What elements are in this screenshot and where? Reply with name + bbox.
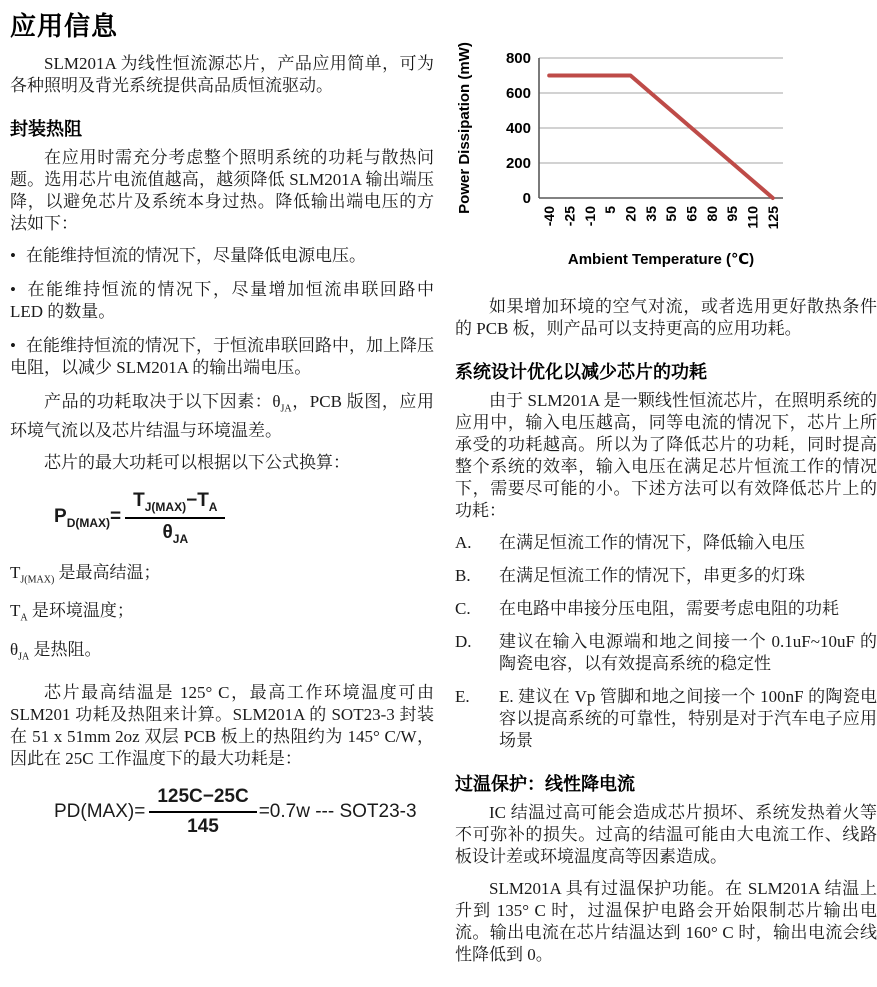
power-chart-svg xyxy=(455,36,795,272)
heading-system-optimization: 系统设计优化以减少芯片的功耗 xyxy=(455,362,707,382)
thermal-paragraph: 在应用时需充分考虑整个照明系统的功耗与散热问题。选用芯片电流值越高，越须降低 SLM201A 输出端压降，以避免芯片及系统本身过热。降低输出端电压的方法如下： xyxy=(10,148,434,233)
list-item xyxy=(455,565,877,587)
bullet-dot-icon: • xyxy=(10,280,16,299)
left-column xyxy=(10,0,434,854)
formula2-result: =0.7w --- SOT23-3 xyxy=(258,801,417,823)
y-axis-title: Power Dissipation (mW) xyxy=(456,42,473,214)
x-tick-label: 80 xyxy=(703,206,720,222)
formula-intro-paragraph: 芯片的最大功耗可以根据以下公式换算： xyxy=(44,453,350,473)
bullet-dot-icon: • xyxy=(10,246,16,265)
x-tick-label: 95 xyxy=(724,206,741,222)
num-t1-sub: J(MAX) xyxy=(144,500,187,515)
factors-text-post: ，PCB 版图，应用环境气流以及芯片结温与环境温差。 xyxy=(10,392,434,441)
list-item-label: D. xyxy=(455,632,472,651)
def-text: 是热阻。 xyxy=(29,639,102,659)
def-symbol-sub: A xyxy=(20,612,28,624)
bullet-text: 在能维持恒流的情况下，尽量增加恒流串联回路中 LED 的数量。 xyxy=(10,280,434,321)
bullet-item xyxy=(10,279,434,323)
list-item xyxy=(455,598,877,620)
formula-numerator xyxy=(125,490,225,519)
power-dissipation-line xyxy=(549,76,773,199)
list-item-label: A. xyxy=(455,533,472,552)
formula2-numerator: 125C−25C xyxy=(149,786,256,813)
list-item-label: E. xyxy=(455,687,470,706)
right-column xyxy=(455,28,877,976)
x-tick-label: 5 xyxy=(602,206,619,214)
heading-over-temperature-protection: 过温保护：线性降电流 xyxy=(455,774,635,794)
x-tick-label: -40 xyxy=(541,206,558,227)
y-tick-label: 400 xyxy=(505,120,531,137)
def-symbol: T xyxy=(10,601,21,621)
formula2-denominator: 145 xyxy=(187,816,219,838)
bullet-item xyxy=(10,245,434,267)
list-item-text: 在满足恒流工作的情况下，串更多的灯珠 xyxy=(499,566,805,585)
list-item-text: E. 建议在 Vp 管脚和地之间接一个 100nF 的陶瓷电容以提高系统的可靠性，特别是对于汽车电子应用场景 xyxy=(499,687,877,750)
bullet-text: 在能维持恒流的情况下，尽量降低电源电压。 xyxy=(25,246,366,265)
def-symbol: T xyxy=(10,562,21,582)
airflow-paragraph: 如果增加环境的空气对流，或者选用更好散热条件的 PCB 板，则产品可以支持更高的应用功耗。 xyxy=(455,297,877,338)
list-item xyxy=(455,532,877,554)
pd-max-calculation-formula xyxy=(54,786,434,838)
den-theta: θ xyxy=(162,522,173,544)
theta-ja-subscript: JA xyxy=(280,403,292,415)
def-text: 是环境温度； xyxy=(27,601,134,621)
definition-theta-ja xyxy=(10,639,434,668)
def-text: 是最高结温； xyxy=(54,562,161,582)
list-item-text: 建议在输入电源端和地之间接一个 0.1uF~10uF 的陶瓷电容，以有效提高系统的稳定性 xyxy=(499,632,877,673)
list-item-label: C. xyxy=(455,599,471,618)
def-symbol-sub: JA xyxy=(18,651,30,663)
formula-equals: = xyxy=(110,506,122,528)
optimization-paragraph: 由于 SLM201A 是一颗线性恒流芯片，在照明系统的应用中，输入电压越高，同等电流的情况下，芯片上所承受的功耗越高。所以为了降低芯片的功耗，同时提高整个系统的效率，输入电压在满足芯片恒流工作的情况下，需要尽可能的小。下述方法可以有效降低芯片上的功耗： xyxy=(455,391,877,520)
bullet-dot-icon: • xyxy=(10,336,16,355)
x-tick-label: -10 xyxy=(581,206,598,227)
x-tick-label: -25 xyxy=(561,206,578,227)
def-symbol-sub: J(MAX) xyxy=(20,574,55,586)
max-power-formula xyxy=(54,490,434,546)
formula-lhs xyxy=(54,506,121,530)
otp-paragraph-1: IC 结温过高可能会造成芯片损坏、系统发热着火等不可弥补的损失。过高的结温可能由大电流工作、线路板设计差或环境温度高等因素造成。 xyxy=(455,803,877,866)
formula-denominator xyxy=(162,519,188,546)
x-tick-label: 65 xyxy=(683,206,700,222)
den-theta-sub: JA xyxy=(172,531,189,546)
y-tick-label: 800 xyxy=(505,50,531,67)
y-tick-label: 0 xyxy=(522,190,531,207)
x-tick-label: 20 xyxy=(622,206,639,222)
bullet-text: 在能维持恒流的情况下，于恒流串联回路中，加上降压电阻，以减少 SLM201A 的输出端电压。 xyxy=(10,336,434,377)
formula2-lhs: PD(MAX)= xyxy=(54,801,146,823)
y-tick-label: 200 xyxy=(505,155,531,172)
num-t2: T xyxy=(197,490,209,512)
num-t1: T xyxy=(133,490,145,512)
x-tick-label: 110 xyxy=(744,206,761,229)
formula2-fraction xyxy=(149,786,256,838)
formula-fraction xyxy=(125,490,225,546)
bullet-item xyxy=(10,335,434,379)
page-title: 应用信息 xyxy=(10,11,119,41)
x-tick-label: 35 xyxy=(642,206,659,222)
x-tick-label: 50 xyxy=(663,206,680,222)
max-junction-paragraph: 芯片最高结温是 125° C，最高工作环境温度可由 SLM201 功耗及热阻来计算。SLM201A 的 SOT23-3 封装在 51 x 51mm 2oz 双层 PCB 板上的热阻约为 145° C/W，因此在 25C 工作温度下的最大功耗是： xyxy=(10,683,434,769)
list-item-text: 在满足恒流工作的情况下，降低输入电压 xyxy=(499,533,805,552)
factors-paragraph xyxy=(10,391,434,442)
num-t2-sub: A xyxy=(208,500,218,515)
heading-package-thermal: 封装热阻 xyxy=(10,119,82,139)
optimization-list xyxy=(455,532,877,752)
definition-ta xyxy=(10,600,434,629)
intro-paragraph: SLM201A 为线性恒流源芯片，产品应用简单，可为各种照明及背光系统提供高品质恒流驱动。 xyxy=(10,54,434,95)
list-item xyxy=(455,686,877,752)
x-axis-title: Ambient Temperature (℃) xyxy=(567,251,755,268)
def-symbol: θ xyxy=(10,639,19,659)
otp-paragraph-2: SLM201A 具有过温保护功能。在 SLM201A 结温上升到 135° C 时，过温保护电路会开始限制芯片输出电流。输出电流在芯片结温达到 160° C 时，输出电流会线性降低到 0。 xyxy=(455,879,877,964)
power-dissipation-chart xyxy=(455,36,795,272)
y-tick-label: 600 xyxy=(505,85,531,102)
formula-p: P xyxy=(54,506,67,528)
num-minus: − xyxy=(186,490,198,512)
list-item-label: B. xyxy=(455,566,471,585)
list-item xyxy=(455,631,877,675)
list-item-text: 在电路中串接分压电阻，需要考虑电阻的功耗 xyxy=(499,599,839,618)
factors-text-pre: 产品的功耗取决于以下因素：θ xyxy=(44,392,281,411)
definition-tjmax xyxy=(10,562,434,591)
formula-p-sub: D(MAX) xyxy=(66,516,111,531)
x-tick-label: 125 xyxy=(764,206,781,230)
